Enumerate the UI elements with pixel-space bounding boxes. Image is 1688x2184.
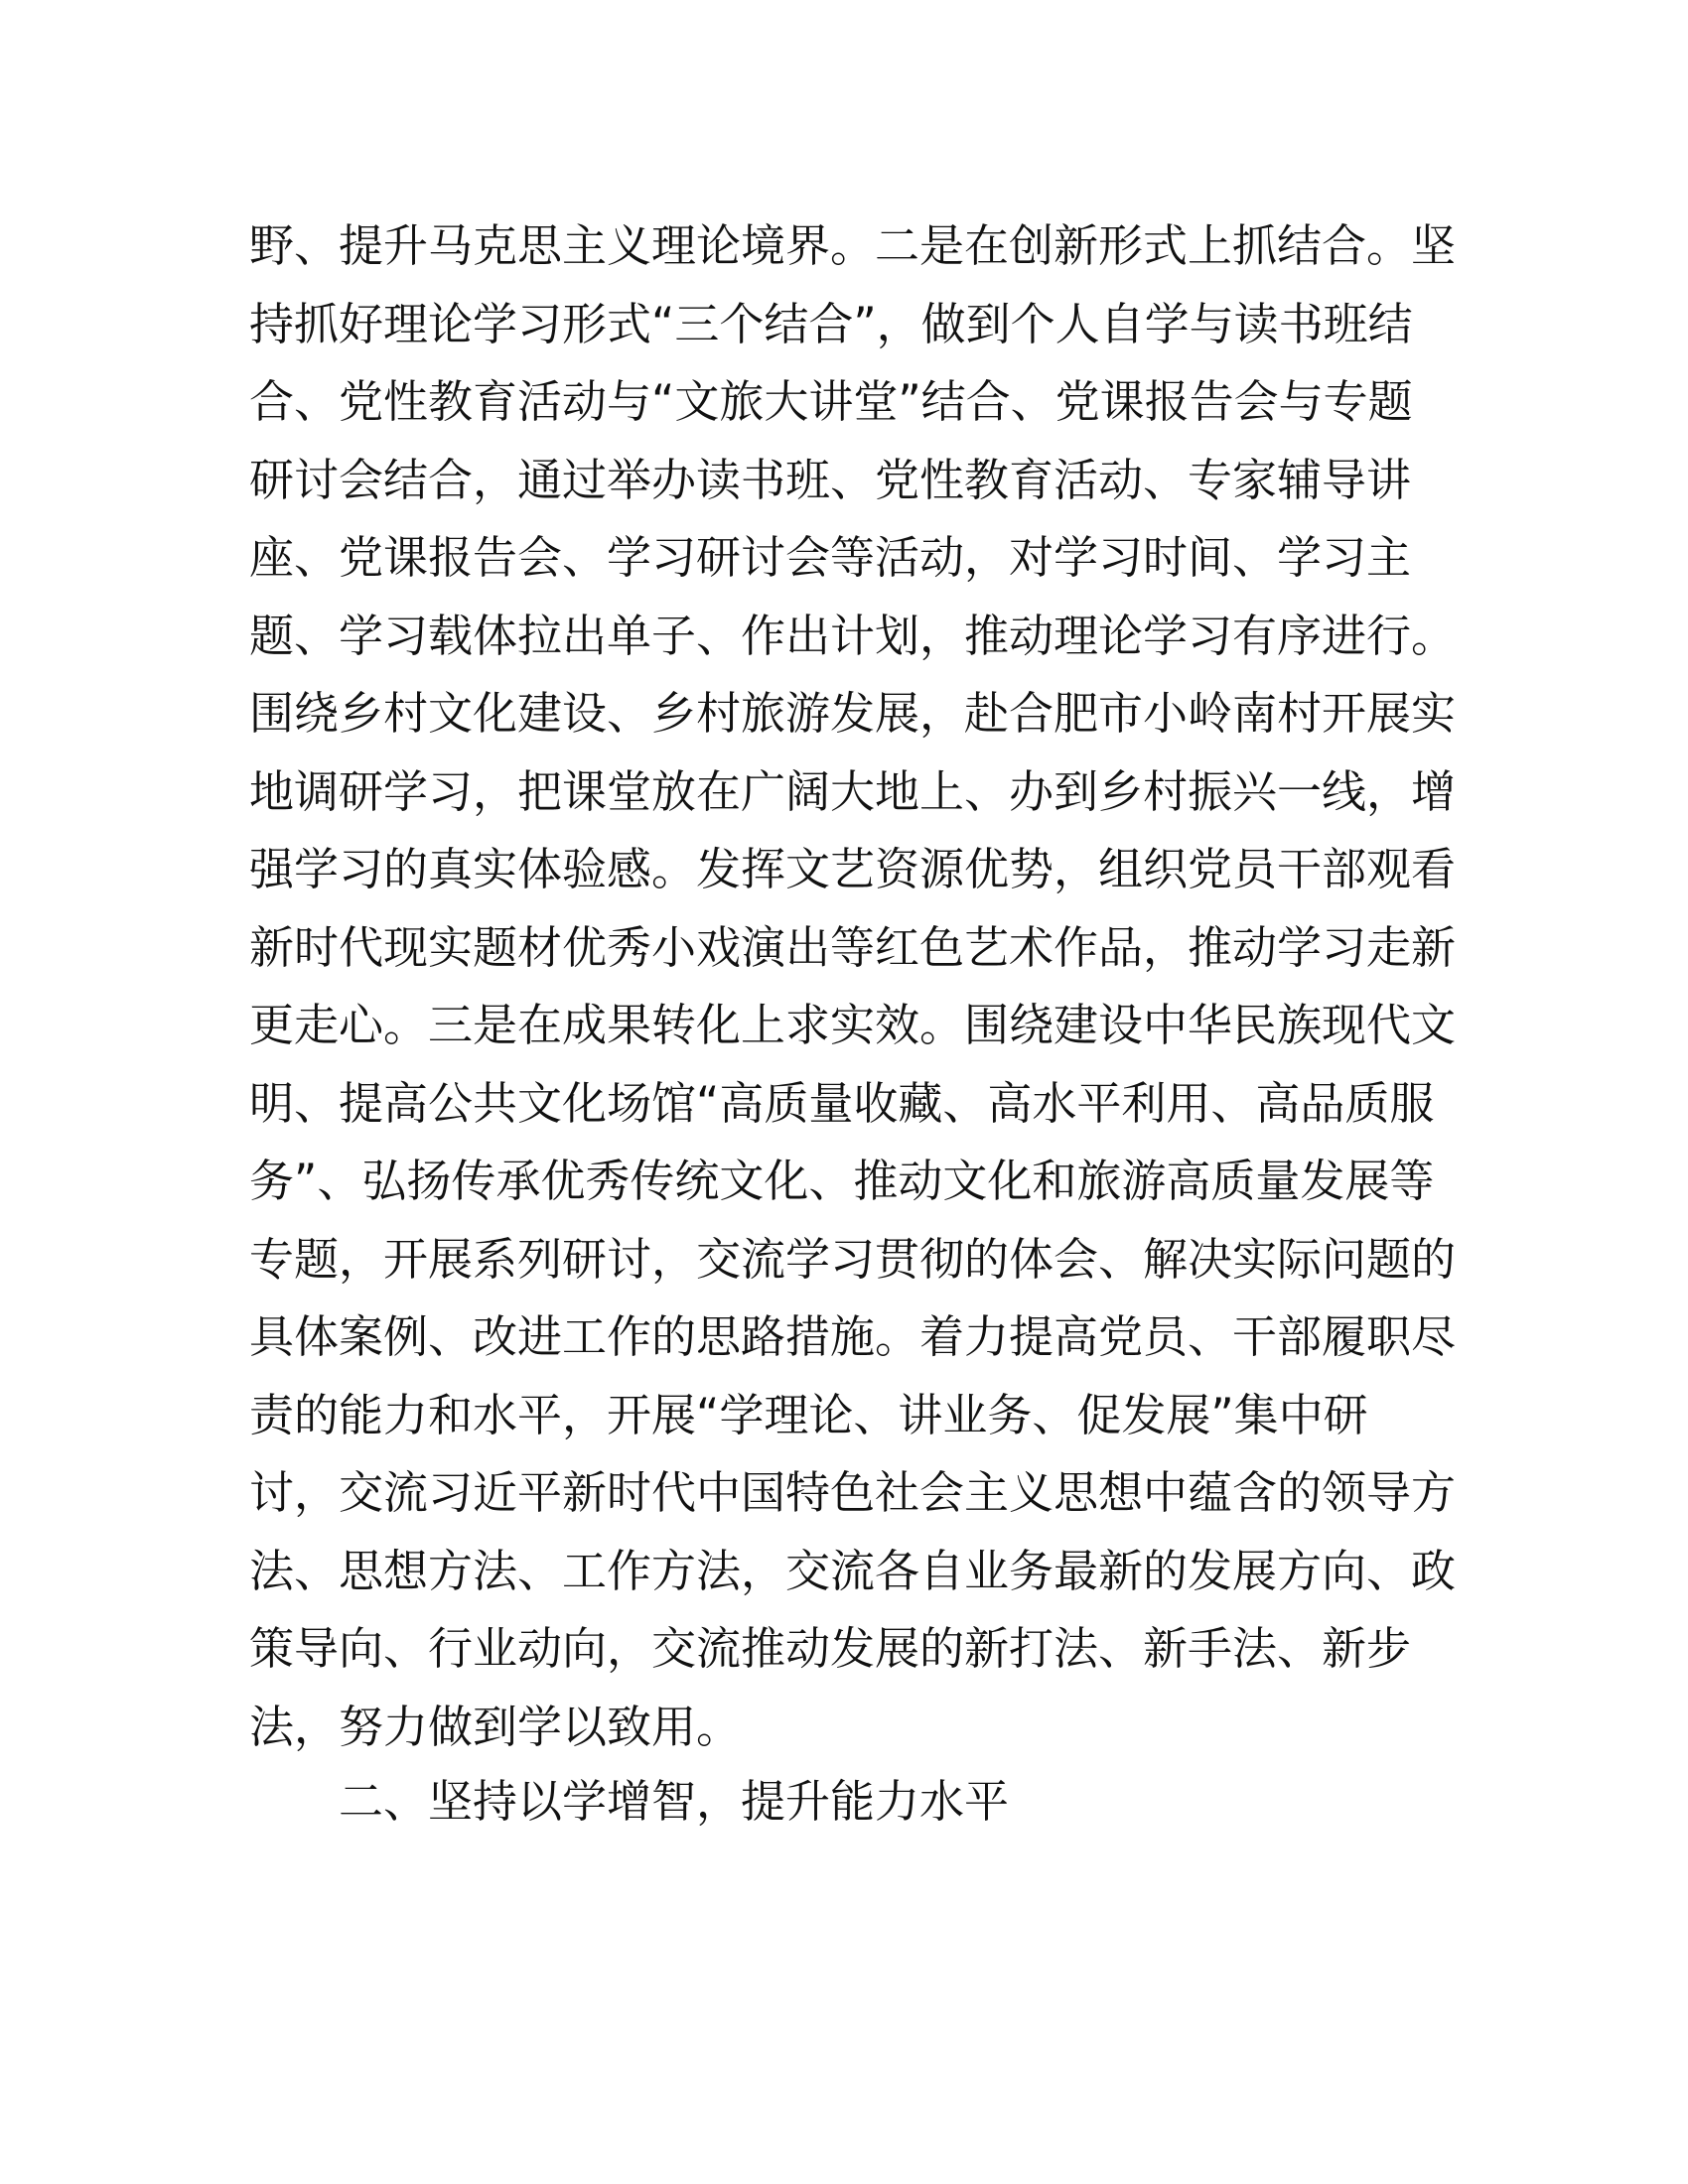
- section-heading: 二、坚持以学增智，提升能力水平: [339, 1775, 1010, 1828]
- body-line: 研讨会结合，通过举办读书班、党性教育活动、专家辅导讲: [249, 453, 1412, 506]
- body-line: 新时代现实题材优秀小戏演出等红色艺术作品，推动学习走新: [249, 920, 1457, 974]
- body-line: 法，努力做到学以致用。: [249, 1700, 742, 1753]
- body-line: 题、学习载体拉出单子、作出计划，推动理论学习有序进行。: [249, 609, 1457, 662]
- body-line: 围绕乡村文化建设、乡村旅游发展，赴合肥市小岭南村开展实: [249, 687, 1457, 740]
- body-line: 具体案例、改进工作的思路措施。着力提高党员、干部履职尽: [249, 1310, 1457, 1363]
- body-line: 务”、弘扬传承优秀传统文化、推动文化和旅游高质量发展等: [249, 1155, 1435, 1207]
- body-line: 讨，交流习近平新时代中国特色社会主义思想中蕴含的领导方: [249, 1466, 1457, 1519]
- body-line: 明、提高公共文化场馆“高质量收藏、高水平利用、高品质服: [249, 1076, 1435, 1130]
- body-line: 更走心。三是在成果转化上求实效。围绕建设中华民族现代文: [249, 999, 1457, 1051]
- body-line: 地调研学习，把课堂放在广阔大地上、办到乡村振兴一线，增: [249, 764, 1457, 818]
- body-paragraph: [249, 207, 1457, 1766]
- body-line: 策导向、行业动向，交流推动发展的新打法、新手法、新步: [249, 1622, 1412, 1675]
- body-line: 法、思想方法、工作方法，交流各自业务最新的发展方向、政: [249, 1544, 1457, 1597]
- body-line: 持抓好理论学习形式“三个结合”，做到个人自学与读书班结: [249, 297, 1413, 350]
- body-line: 合、党性教育活动与“文旅大讲堂”结合、党课报告会与专题: [249, 375, 1413, 428]
- body-line: 座、党课报告会、学习研讨会等活动，对学习时间、学习主: [249, 531, 1412, 584]
- body-line: 责的能力和水平，开展“学理论、讲业务、促发展”集中研: [249, 1388, 1368, 1441]
- body-line: 野、提升马克思主义理论境界。二是在创新形式上抓结合。坚: [249, 219, 1457, 272]
- body-line: 专题，开展系列研讨，交流学习贯彻的体会、解决实际问题的: [249, 1232, 1457, 1286]
- body-line: 强学习的真实体验感。发挥文艺资源优势，组织党员干部观看: [249, 843, 1457, 895]
